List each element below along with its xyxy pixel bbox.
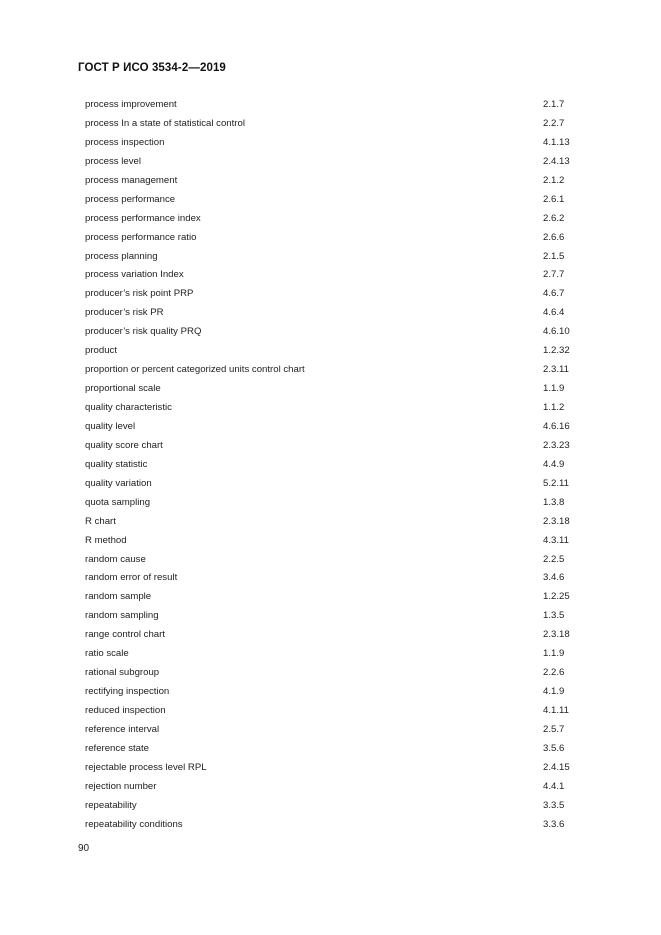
index-reference: 2.1.7	[543, 99, 565, 110]
index-term: product	[85, 345, 117, 357]
index-reference: 4.4.1	[543, 780, 565, 792]
index-entry	[85, 494, 585, 513]
index-term: quota sampling	[85, 496, 151, 508]
index-entry	[85, 191, 585, 210]
index-term: random sample	[85, 591, 152, 603]
index-term: process In a state of statistical control	[85, 117, 245, 129]
index-reference: 2.3.23	[543, 439, 570, 451]
index-term: rectifying inspection	[85, 686, 170, 698]
index-term: process performance	[85, 193, 176, 205]
index-reference: 3.5.6	[543, 742, 565, 754]
index-reference: 2.5.7	[543, 723, 565, 735]
index-entry	[85, 645, 585, 664]
index-term: range control chart	[85, 629, 165, 641]
index-term: quality variation	[85, 477, 152, 489]
index-entry	[85, 702, 585, 721]
index-term: process management	[85, 174, 178, 186]
index-entry	[85, 778, 585, 797]
index-term: process performance ratio	[85, 231, 197, 243]
index-term: process performance index	[85, 212, 201, 224]
index-reference: 1.2.32	[543, 345, 570, 357]
index-reference: 2.7.7	[543, 269, 565, 281]
index-entry	[85, 210, 585, 229]
index-entry	[85, 172, 585, 191]
document-header: ГОСТ Р ИСО 3534-2—2019	[78, 62, 226, 74]
index-reference: 2.2.5	[543, 553, 565, 565]
index-reference: 2.3.11	[543, 364, 569, 376]
index-term: reference state	[85, 742, 149, 754]
index-entry	[85, 532, 585, 551]
index-term: random cause	[85, 553, 146, 565]
page-number: 90	[78, 843, 90, 854]
index-term: reduced inspection	[85, 705, 166, 716]
index-term: quality statistic	[85, 458, 148, 470]
index-entry	[85, 607, 585, 626]
index-entry	[85, 285, 585, 304]
index-entry	[85, 342, 585, 361]
index-term: R chart	[85, 515, 116, 527]
index-term: producer’s risk PR	[85, 307, 164, 319]
index-reference: 4.6.10	[543, 326, 570, 338]
index-entry	[85, 456, 585, 475]
index-reference: 2.4.13	[543, 155, 570, 167]
index-entry	[85, 134, 585, 153]
index-reference: 1.3.5	[543, 610, 565, 622]
index-reference: 4.6.7	[543, 288, 565, 300]
index-term: proportional scale	[85, 383, 161, 395]
index-reference: 1.2.25	[543, 591, 570, 603]
index-reference: 1.1.9	[543, 648, 565, 660]
index-reference: 2.1.2	[543, 174, 565, 186]
index-entry	[85, 115, 585, 134]
index-term: reference interval	[85, 723, 160, 735]
index-term: R method	[85, 534, 127, 546]
index-entry	[85, 816, 585, 835]
index-term: process level	[85, 155, 141, 167]
index-term: process improvement	[85, 99, 177, 110]
index-term: process planning	[85, 250, 158, 262]
index-reference: 2.1.5	[543, 250, 565, 262]
index-reference: 3.3.5	[543, 799, 565, 811]
index-term: quality score chart	[85, 439, 163, 451]
index-entry	[85, 399, 585, 418]
index-reference: 3.4.6	[543, 572, 565, 584]
index-entry	[85, 153, 585, 172]
index-term: rejection number	[85, 780, 157, 792]
index-reference: 4.4.9	[543, 458, 565, 470]
index-reference: 4.1.9	[543, 686, 565, 698]
index-reference: 2.2.6	[543, 667, 565, 679]
index-entry	[85, 740, 585, 759]
index-entry	[85, 513, 585, 532]
index-term: producer’s risk quality PRQ	[85, 326, 202, 338]
index-term: quality characteristic	[85, 402, 172, 413]
index-entry	[85, 361, 585, 380]
index-term: rational subgroup	[85, 667, 160, 679]
index-term: proportion or percent categorized units control chart	[85, 364, 305, 376]
index-reference: 4.3.11	[543, 534, 569, 546]
index-reference: 2.3.18	[543, 629, 570, 641]
index-reference: 4.6.16	[543, 420, 570, 432]
index-entry	[85, 437, 585, 456]
index-reference: 1.3.8	[543, 496, 565, 508]
index-entry	[85, 588, 585, 607]
index-entry	[85, 569, 585, 588]
index-reference: 4.1.13	[543, 136, 570, 148]
index-entry	[85, 683, 585, 702]
index-term: ratio scale	[85, 648, 129, 660]
index-entry	[85, 380, 585, 399]
index-reference: 4.6.4	[543, 307, 565, 319]
index-entry	[85, 626, 585, 645]
index-entry	[85, 475, 585, 494]
index-entry	[85, 664, 585, 683]
index-term: rejectable process level RPL	[85, 761, 207, 773]
index-term: random sampling	[85, 610, 159, 622]
index-entry	[85, 418, 585, 437]
index-term: random error of result	[85, 572, 178, 584]
index-term: quality level	[85, 420, 136, 432]
index-entry	[85, 248, 585, 267]
index-entry	[85, 96, 585, 115]
index-entry	[85, 797, 585, 816]
index-term: repeatability	[85, 799, 137, 811]
index-entry	[85, 759, 585, 778]
index-reference: 2.4.15	[543, 761, 570, 773]
index-entry	[85, 551, 585, 570]
index-entry	[85, 721, 585, 740]
index-reference: 2.3.18	[543, 515, 570, 527]
index-entry	[85, 323, 585, 342]
index-entry	[85, 229, 585, 248]
index-term: process variation Index	[85, 269, 184, 281]
index-reference: 1.1.2	[543, 402, 565, 413]
index-reference: 2.6.2	[543, 212, 565, 224]
index-reference: 2.6.1	[543, 193, 565, 205]
index-reference: 5.2.11	[543, 477, 569, 489]
index-list	[85, 96, 585, 835]
index-reference: 2.2.7	[543, 117, 565, 129]
index-entry	[85, 266, 585, 285]
index-reference: 3.3.6	[543, 818, 565, 830]
index-entry	[85, 304, 585, 323]
index-term: repeatability conditions	[85, 818, 183, 830]
index-reference: 2.6.6	[543, 231, 565, 243]
index-term: process inspection	[85, 136, 165, 148]
index-reference: 4.1.11	[543, 705, 569, 716]
index-term: producer’s risk point PRP	[85, 288, 194, 300]
index-reference: 1.1.9	[543, 383, 565, 395]
